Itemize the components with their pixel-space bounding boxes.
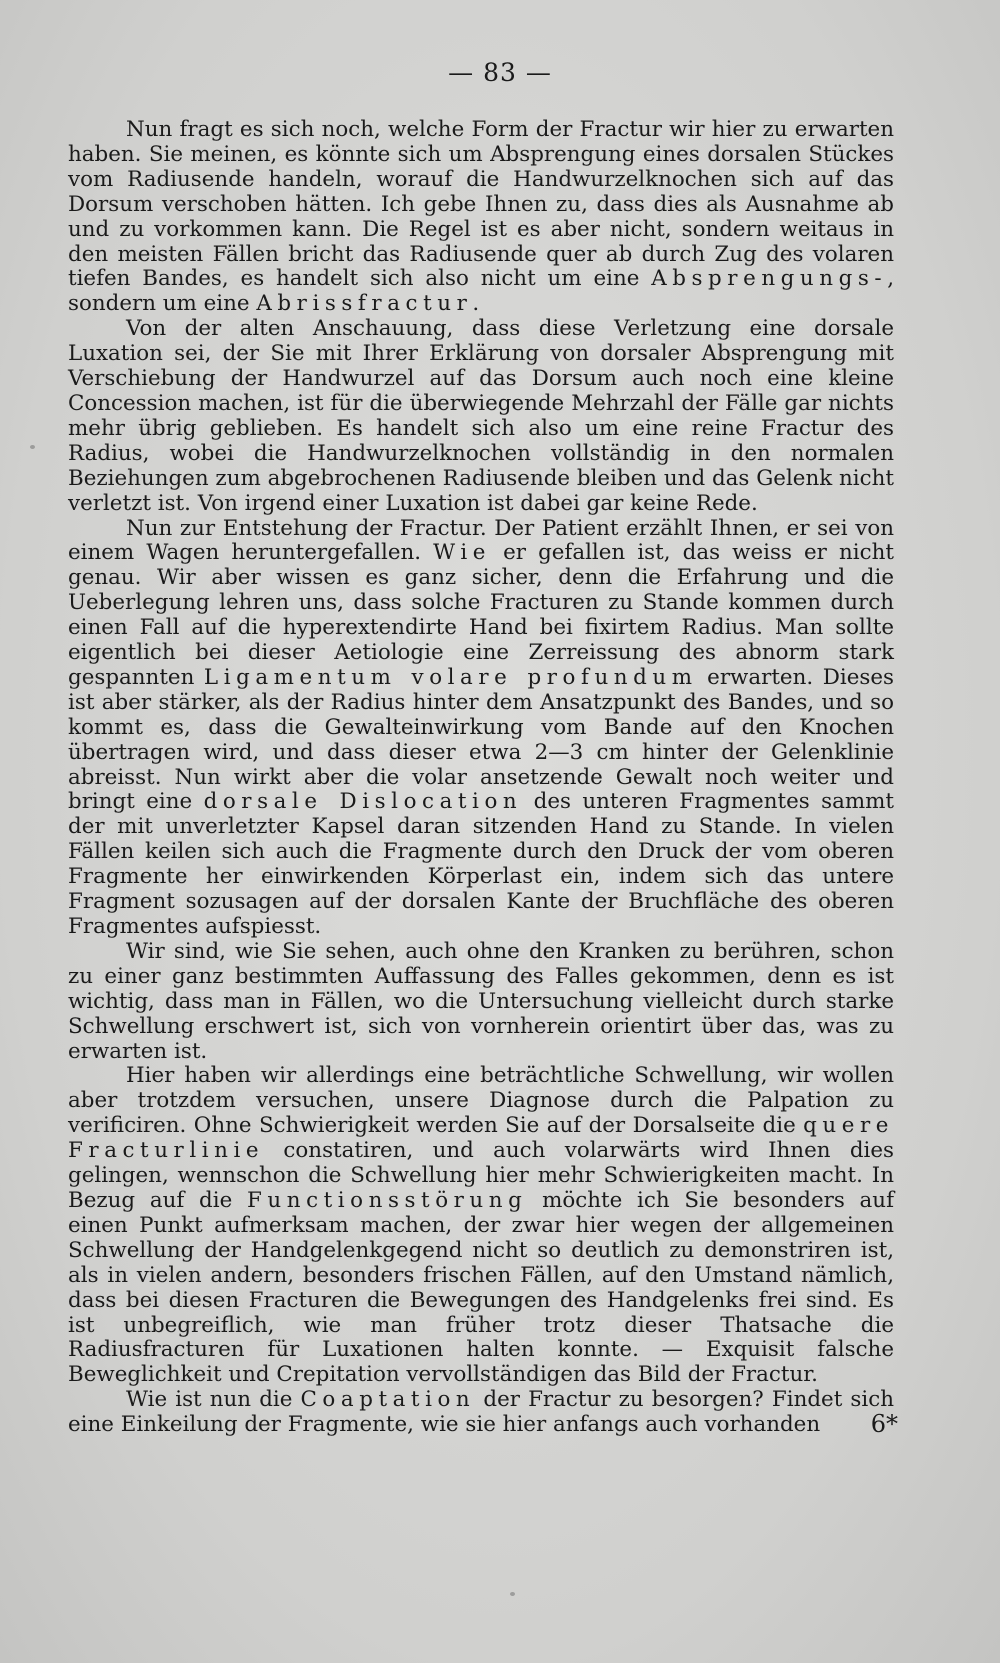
spaced-emphasis-text: Coaptation	[300, 1387, 476, 1413]
signature-mark: 6*	[870, 1410, 898, 1438]
paper-speck	[30, 445, 35, 449]
paragraph-text: Wie ist nun die	[126, 1387, 301, 1413]
paragraph-text: der Fractur zu besorgen? Findet sich eine Einkeilung der Fragmente, wie sie hier anfangs auch vorhanden	[68, 1387, 894, 1438]
spaced-emphasis-text: Abrissfractur	[256, 291, 473, 317]
paragraph-text: Nun fragt es sich noch, welche Form der Fractur wir hier zu erwarten haben. Sie meinen, es könnte sich um Absprengung eines dorsalen Stückes vom Radiusende handeln, worauf die Handwurzelknochen sich auf das Dorsum verschoben hätten. Ich gebe Ihnen zu, dass dies als Ausnahme ab und zu vorkommen kann. Die Regel ist es aber nicht, sondern weitaus in den meisten Fällen bricht das Radiusende quer ab durch Zug des volaren tiefen Bandes, es handelt sich also nicht um eine	[68, 117, 894, 292]
paragraph-text: Von der alten Anschauung, dass diese Verletzung eine dorsale Luxation sei, der Sie mit Ihrer Erklärung von dorsaler Absprengung mit Verschiebung der Handwurzel auf das Dorsum auch noch eine kleine Concession machen, ist für die überwiegende Mehrzahl der Fälle gar nichts mehr übrig geblieben. Es handelt sich also um eine reine Fractur des Radius, wobei die Handwurzelknochen vollständig in den normalen Beziehungen zum abgebrochenen Radiusende bleiben und das Gelenk nicht verletzt ist. Von irgend einer Luxation ist dabei gar keine Rede.	[68, 316, 894, 516]
paragraph	[68, 1388, 894, 1438]
spaced-emphasis-text: Wie	[433, 540, 491, 566]
spaced-emphasis-text: Absprengungs-	[651, 266, 888, 292]
page-number: — 83 —	[448, 58, 552, 87]
paragraph-text: Wir sind, wie Sie sehen, auch ohne den Kranken zu berühren, schon zu einer ganz bestimmten Auffassung des Falles gekommen, denn es ist wichtig, dass man in Fällen, wo die Untersuchung vielleicht durch starke Schwellung erschwert ist, sich von vornherein orientirt über das, was zu erwarten ist.	[68, 938, 894, 1064]
paragraph-text: Hier haben wir allerdings eine beträchtliche Schwellung, wir wollen aber trotzdem versuchen, unsere Diagnose durch die Palpation zu verificiren. Ohne Schwierigkeit werden Sie auf der Dorsalseite die	[68, 1063, 894, 1139]
paragraph-text: Nun zur Entstehung der Fractur. Der Patient erzählt Ihnen, er sei von einem Wagen heruntergefallen.	[68, 515, 894, 566]
spaced-emphasis-text: Ligamentum volare profundum	[203, 664, 698, 690]
paragraph	[68, 1064, 894, 1388]
paragraph	[68, 118, 894, 317]
paragraph-text: .	[472, 291, 480, 317]
body-text	[68, 118, 894, 1438]
paragraph-text: des unteren Fragmentes sammt der mit unverletzter Kapsel daran sitzenden Hand zu Stande. In vielen Fällen keilen sich auch die Fragmente durch den Druck der vom oberen Fragmente her einwirkenden Körperlast ein, indem sich das untere Fragment sozusagen auf der dorsalen Kante der Bruchfläche des oberen Fragmentes aufspiesst.	[68, 789, 895, 939]
spaced-emphasis-text: dorsale Dislocation	[203, 789, 523, 815]
paragraph-text: er gefallen ist, das weiss er nicht genau. Wir aber wissen es ganz sicher, denn die Erfahrung und die Ueberlegung lehren uns, dass solche Fracturen zu Stande kommen durch einen Fall auf die hyperextendirte Hand bei fixirtem Radius. Man sollte eigentlich bei dieser Aetiologie eine Zerreissung des abnorm stark gespannten	[68, 540, 894, 690]
paragraph	[68, 517, 894, 940]
paragraph-text: erwarten. Dieses ist aber stärker, als der Radius hinter dem Ansatzpunkt des Bandes, und so kommt es, dass die Gewalteinwirkung vom Bande auf den Knochen übertragen wird, und dass dieser etwa 2—3 cm hinter der Gelenklinie abreisst. Nun wirkt aber die volar ansetzende Gewalt noch weiter und bringt eine	[68, 664, 894, 815]
paragraph	[68, 317, 894, 516]
paragraph-text: constatiren, und auch volarwärts wird Ihnen dies gelingen, wennschon die Schwellung hier mehr Schwierigkeiten macht. In Bezug auf die	[68, 1138, 894, 1213]
paragraph-text: möchte ich Sie besonders auf einen Punkt aufmerksam machen, der zwar hier wegen der allgemeinen Schwellung der Handgelenkgegend nicht so deutlich zu demonstriren ist, als in vielen andern, besonders frischen Fällen, auf den Umstand nämlich, dass bei diesen Fracturen die Bewegungen des Handgelenks frei sind. Es ist unbegreiflich, wie man früher trotz dieser Thatsache die Radiusfracturen für Luxationen halten konnte. — Exquisit falsche Beweglichkeit und Crepitation vervollständigen das Bild der Fractur.	[68, 1187, 894, 1388]
spaced-emphasis-text: Functionsstörung	[246, 1187, 528, 1213]
paragraph	[68, 940, 894, 1065]
paper-speck	[510, 1592, 515, 1596]
spaced-emphasis-text: quere Fracturlinie	[68, 1113, 894, 1164]
paragraph-text: , sondern um eine	[68, 266, 894, 317]
